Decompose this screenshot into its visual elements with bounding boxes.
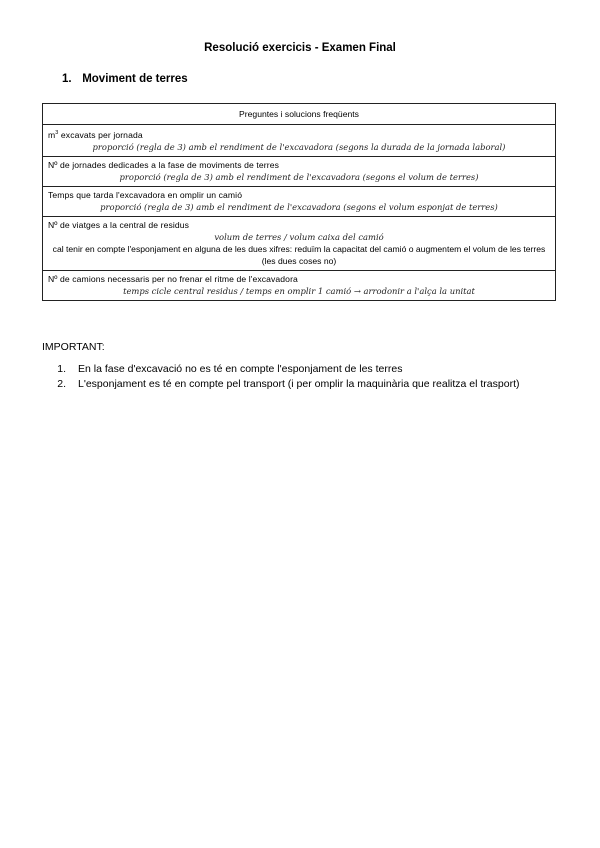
formula-text: proporció (regla de 3) amb el rendiment de l'excavadora (segons la durada de la jornada laboral) [92,141,506,152]
question-text: Nº de viatges a la central de residus [48,219,190,230]
formula-text: volum de terres / volum caixa del camió [214,231,384,242]
document-title: Resolució exercicis - Examen Final [204,42,396,54]
list-number: 2. [57,378,66,390]
table-cell [43,270,556,300]
table-row [43,186,556,216]
table-row [43,270,556,300]
question-text [48,127,550,141]
list-item [42,362,519,377]
faq-table [42,103,556,301]
table-row [43,125,556,157]
important-list [42,362,519,392]
formula-text: temps cicle central residus / temps en omplir 1 camió → arrodonir a l'alça la unitat [123,285,475,296]
section-heading [62,73,188,85]
formula-text: proporció (regla de 3) amb el rendiment de l'excavadora (segons el volum esponjat de terres) [100,201,498,212]
table-row [43,216,556,270]
table-header: Preguntes i solucions freqüents [43,104,556,125]
superscript: 3 [55,130,59,136]
table-cell [43,125,556,157]
section-number: 1. [62,73,72,85]
question-text: Nº de jornades dedicades a la fase de moviments de terres [48,159,279,170]
section-title: Moviment de terres [82,73,188,85]
table-cell [43,186,556,216]
question-prefix: m [48,129,56,140]
important-heading: IMPORTANT: [42,341,105,353]
question-text: Temps que tarda l'excavadora en omplir un camió [48,189,243,200]
question-text: Nº de camions necessaris per no frenar el ritme de l'excavadora [48,273,298,284]
table-header-row [43,104,556,125]
formula-text: proporció (regla de 3) amb el rendiment de l'excavadora (segons el volum de terres) [119,171,479,182]
table-cell [43,156,556,186]
table-row [43,156,556,186]
list-item-text: L'esponjament es té en compte pel transport (i per omplir la maquinària que realitza el trasport) [78,378,520,390]
question-rest: excavats per jornada [58,129,143,140]
table-cell [43,216,556,270]
list-number: 1. [57,363,66,375]
list-item-text: En la fase d'excavació no es té en compte l'esponjament de les terres [78,363,403,375]
note-text: cal tenir en compte l'esponjament en alguna de les dues xifres: reduïm la capacitat del camió o augmentem el volum de les terres (les dues coses no) [52,243,546,266]
list-item [42,377,519,392]
